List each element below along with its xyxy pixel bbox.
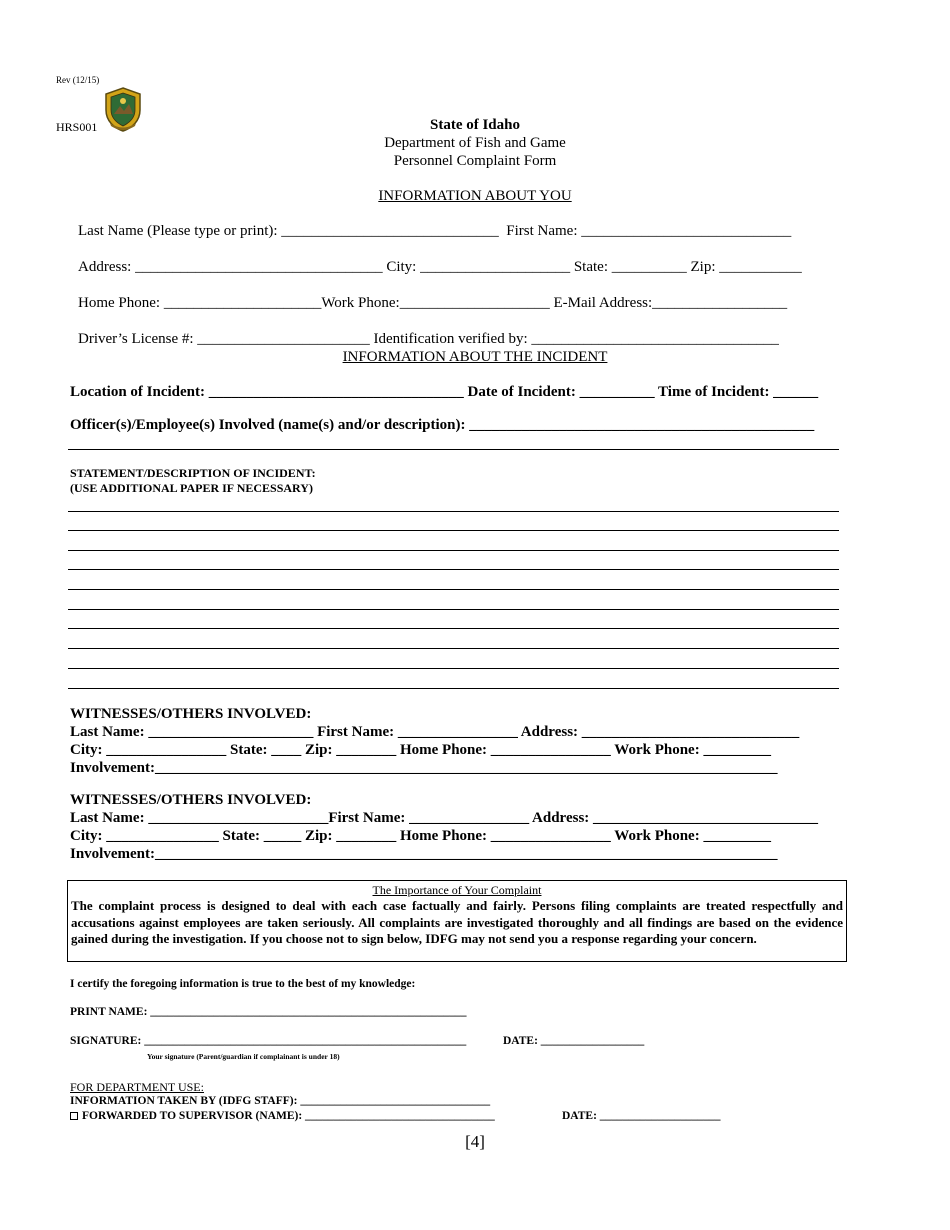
- signature-note: Your signature (Parent/guardian if complainant is under 18): [147, 1052, 340, 1061]
- incident-heading: INFORMATION ABOUT THE INCIDENT: [342, 349, 608, 365]
- statement-line[interactable]: [68, 648, 839, 649]
- signature-date-field[interactable]: DATE: __________________: [503, 1035, 645, 1047]
- importance-title: The Importance of Your Complaint: [372, 883, 542, 897]
- name-fields-line[interactable]: Last Name (Please type or print): _____________________________ First Name: ____________________________: [78, 223, 792, 239]
- department-use-heading: FOR DEPARTMENT USE:: [70, 1080, 204, 1094]
- statement-line[interactable]: [68, 589, 839, 590]
- print-name-field[interactable]: PRINT NAME: _______________________________________________________: [70, 1006, 467, 1018]
- incident-location-line[interactable]: Location of Incident: __________________________________ Date of Incident: __________ Time of Incident: ______: [70, 384, 819, 400]
- statement-line[interactable]: [68, 668, 839, 669]
- witness-name-line[interactable]: Last Name: ________________________First Name: ________________ Address: ______________________________: [70, 810, 819, 826]
- witness-heading: WITNESSES/OTHERS INVOLVED:: [70, 792, 312, 808]
- phone-fields-line[interactable]: Home Phone: _____________________Work Phone:____________________ E-Mail Address:__________________: [78, 295, 788, 311]
- state-title: State of Idaho: [429, 117, 520, 133]
- witness-name-line[interactable]: Last Name: ______________________ First Name: ________________ Address: _____________________________: [70, 724, 800, 740]
- revision-label: Rev (12/15): [56, 75, 100, 85]
- witness-involvement-line[interactable]: Involvement:___________________________________________________________________________________: [70, 846, 778, 862]
- address-fields-line[interactable]: Address: _________________________________ City: ____________________ State: __________ Zip: ___________: [78, 259, 802, 275]
- complaint-importance-box: [67, 880, 847, 962]
- statement-line[interactable]: [68, 511, 839, 512]
- statement-note: (USE ADDITIONAL PAPER IF NECESSARY): [70, 481, 313, 495]
- statement-line[interactable]: [68, 530, 839, 531]
- forwarded-label: FORWARDED TO SUPERVISOR (NAME): _________________________________: [82, 1110, 495, 1122]
- form-code: HRS001: [56, 120, 98, 134]
- witness-city-line[interactable]: City: _______________ State: _____ Zip: ________ Home Phone: ________________ Work Phone: _________: [70, 828, 771, 844]
- importance-body: The complaint process is designed to deal with each case factually and fairly. Persons filing complaints are treated respectfully and accusations against employees are taken seriously. All complaints are investigated thoroughly and all findings are based on the evidence gained during the investigation. If you choose not to sign below, IDFG may not send you a response regarding your concern.: [71, 898, 843, 946]
- officers-extra-line[interactable]: [68, 449, 839, 450]
- form-title: Personnel Complaint Form: [393, 153, 557, 169]
- witness-heading: WITNESSES/OTHERS INVOLVED:: [70, 706, 312, 722]
- statement-line[interactable]: [68, 628, 839, 629]
- statement-line[interactable]: [68, 569, 839, 570]
- witness-city-line[interactable]: City: ________________ State: ____ Zip: ________ Home Phone: ________________ Work Phone: _________: [70, 742, 771, 758]
- forwarded-to-supervisor-field[interactable]: [70, 1111, 495, 1123]
- information-taken-by-field[interactable]: INFORMATION TAKEN BY (IDFG STAFF): _________________________________: [70, 1095, 491, 1107]
- statement-title: STATEMENT/DESCRIPTION OF INCIDENT:: [70, 466, 316, 480]
- signature-field[interactable]: SIGNATURE: ________________________________________________________: [70, 1035, 467, 1047]
- statement-line[interactable]: [68, 688, 839, 689]
- statement-line[interactable]: [68, 609, 839, 610]
- department-title: Department of Fish and Game: [384, 135, 566, 151]
- forwarded-date-field[interactable]: DATE: _____________________: [562, 1110, 721, 1122]
- forwarded-checkbox[interactable]: [70, 1112, 78, 1120]
- officers-involved-line[interactable]: Officer(s)/Employee(s) Involved (name(s) and/or description): ______________________________________________: [70, 417, 815, 433]
- license-fields-line[interactable]: Driver’s License #: _______________________ Identification verified by: _________________________________: [78, 331, 779, 347]
- about-you-heading: INFORMATION ABOUT YOU: [378, 188, 572, 204]
- statement-line[interactable]: [68, 550, 839, 551]
- certify-statement: I certify the foregoing information is true to the best of my knowledge:: [70, 978, 416, 990]
- page-number: [4]: [465, 1132, 485, 1151]
- witness-involvement-line[interactable]: Involvement:___________________________________________________________________________________: [70, 760, 778, 776]
